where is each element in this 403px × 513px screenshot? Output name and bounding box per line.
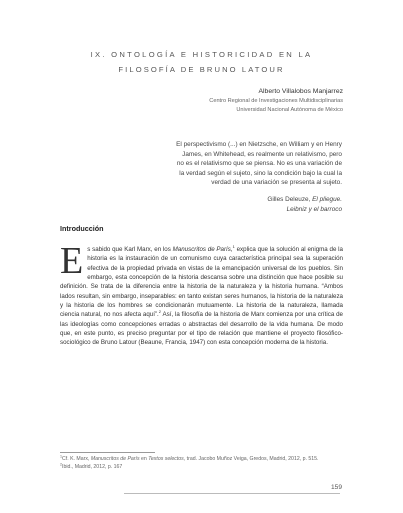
- drop-cap: E: [60, 240, 84, 282]
- cited-work: Manuscritos de París,: [172, 246, 233, 253]
- body-paragraph: [60, 240, 343, 348]
- body-text-run: s sabido que Karl Marx, en los: [87, 246, 173, 253]
- footnote-text: en: [139, 456, 149, 462]
- epigraph: [124, 140, 342, 188]
- footnote-divider: [60, 452, 155, 453]
- footnote-mark: 2: [60, 461, 62, 466]
- body-text: [60, 240, 343, 348]
- footnote-cited-work: Manuscritos de París: [90, 456, 140, 462]
- chapter-title-line1: IX. ONTOLOGÍA E HISTORICIDAD EN LA: [90, 50, 313, 59]
- page-bottom-rule: [124, 493, 340, 494]
- epigraph-line: verdad de una variación se presenta al sujeto.: [211, 179, 342, 187]
- footnote-ref-1[interactable]: 1: [232, 243, 235, 249]
- epigraph-attribution: [267, 195, 342, 214]
- epigraph-attribution-author: Gilles Deleuze,: [267, 196, 313, 203]
- epigraph-line: no es el relativismo que se piensa. No es una variación de: [176, 160, 342, 168]
- footnote-1: [60, 456, 343, 464]
- author-affiliation-1: Centro Regional de Investigaciones Multidisciplinarias: [209, 97, 343, 104]
- author-name: Alberto Villalobos Manjarrez: [258, 88, 343, 95]
- body-text-run: Así, la filosofía de la historia de Marx comienza por una crítica de las ideologías como concepciones erradas o abstractas del desarrollo de la vida humana. De modo que, en este punto, es preciso preguntar por el tipo de relación que mantiene el proyecto filosófico-sociológico de Bruno Latour (Beaune, Francia, 1947) con esta concepción moderna de la historia.: [60, 311, 343, 347]
- footnotes: [60, 456, 343, 471]
- body-text-run: explica que la solución al enigma de la historia es la instauración de un comunismo cuya característica principal sea la superación efectiva de la propiedad privada en vistas de la emancipación universal de los pueblos. Sin embargo, esta concepción de la historia descansa sobre una distinción que hace posible su definición. Se trata de la diferencia entre la historia de la naturaleza y la historia humana. “Ambos lados resultan, sin embargo, inseparables: en tanto existan seres humanos, la historia de la naturaleza y la historia de los hombres se condicionarán mutuamente. La historia de la naturaleza, llamada ciencia natural, no nos afecta aquí”.: [60, 246, 343, 319]
- footnote-text: trad. Jacobo Muñoz Veiga, Gredos, Madrid, 2012, p. 515.: [185, 456, 319, 462]
- footnote-text: Cf. K. Marx,: [62, 456, 91, 462]
- epigraph-line: El perspectivismo (...) en Nietzsche, en William y en Henry: [176, 141, 342, 148]
- epigraph-line: la verdad según el sujeto, sino la condición bajo la cual la: [179, 169, 342, 177]
- author-affiliation-2: Universidad Nacional Autónoma de México: [236, 107, 343, 113]
- footnote-2: [60, 461, 343, 472]
- author-block: [209, 87, 343, 116]
- chapter-title: [40, 47, 363, 77]
- footnote-mark: 1: [60, 454, 62, 459]
- epigraph-attribution-work: El pliegue.: [312, 196, 342, 203]
- page-number: 159: [330, 484, 342, 491]
- epigraph-line: James, en Whitehead, es realmente un relativismo, pero: [182, 150, 342, 158]
- footnote-ref-2[interactable]: 2: [158, 309, 161, 315]
- epigraph-attribution-work-line2: Leibniz y el barroco: [286, 205, 342, 213]
- chapter-title-line2: FILOSOFÍA DE BRUNO LATOUR: [118, 65, 285, 74]
- section-heading: Introducción: [60, 224, 104, 233]
- footnote-text: Ibid., Madrid, 2012, p. 167: [62, 463, 123, 470]
- footnote-cited-work: Textos selectos,: [148, 456, 186, 462]
